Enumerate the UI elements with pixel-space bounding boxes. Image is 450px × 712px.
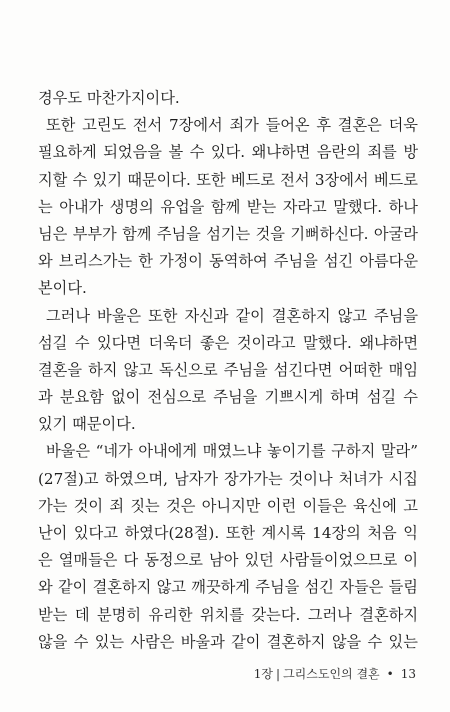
footer-bullet: • <box>386 667 394 681</box>
text-line: 결혼을 하지 않고 독신으로 주님을 섬긴다면 어떠한 매임 <box>38 360 418 379</box>
text-line: 필요하게 되었음을 볼 수 있다. 왜냐하면 음란의 죄를 방 <box>38 143 418 162</box>
chapter-title: 그리스도인의 결혼 <box>283 667 380 681</box>
text-line: 난이 있다고 하였다(28절). 또한 계시록 14장의 처음 익 <box>38 524 418 542</box>
text-line: 와 브리스가는 한 가정이 동역하여 주님을 섬긴 아름다운 <box>38 252 418 271</box>
text-line: 받는 데 분명히 유리한 위치를 갖는다. 그러나 결혼하지 <box>38 605 418 624</box>
text-line: 그러나 바울은 또한 자신과 같이 결혼하지 않고 주님을 <box>46 306 418 325</box>
text-line: 경우도 마찬가지이다. <box>38 89 180 107</box>
page-footer <box>254 665 416 682</box>
paragraph <box>38 112 418 302</box>
paragraph <box>38 303 418 439</box>
text-line: 와 같이 결혼하지 않고 깨끗하게 주님을 섬긴 자들은 들림 <box>38 578 418 597</box>
text-line: 지할 수 있기 때문이다. 또한 베드로 전서 3장에서 베드로 <box>38 170 418 189</box>
text-line: 는 아내가 생명의 유업을 함께 받는 자라고 말했다. 하나 <box>38 197 418 216</box>
text-line: 은 열매들은 다 동정으로 남아 있던 사람들이었으므로 이 <box>38 551 418 570</box>
paragraph <box>38 438 418 656</box>
paragraph <box>38 85 418 112</box>
footer-separator: | <box>276 667 281 681</box>
text-line: 않을 수 있는 사람은 바울과 같이 결혼하지 않을 수 있는 <box>38 632 418 651</box>
text-line: 본이다. <box>38 279 87 298</box>
text-line: 또한 고린도 전서 7장에서 죄가 들어온 후 결혼은 더욱 <box>46 116 418 135</box>
text-line: (27절)고 하였으며, 남자가 장가가는 것이나 처녀가 시집 <box>38 469 418 488</box>
text-line: 바울은 “네가 아내에게 매였느냐 놓이기를 구하지 말라” <box>46 442 418 461</box>
body-text <box>38 85 418 656</box>
text-line: 과 분요함 없이 전심으로 주님을 기쁘시게 하며 섬길 수 <box>38 388 418 407</box>
text-line: 섬길 수 있다면 더욱더 좋은 것이라고 말했다. 왜냐하면 <box>38 333 418 352</box>
text-line: 님은 부부가 함께 주님을 섬기는 것을 기뻐하신다. 아굴라 <box>38 224 418 243</box>
page-number: 13 <box>400 667 416 681</box>
text-line: 가는 것이 죄 짓는 것은 아니지만 이런 이들은 육신에 고 <box>38 496 418 515</box>
chapter-label: 1장 <box>253 667 274 681</box>
text-line: 있기 때문이다. <box>38 415 136 434</box>
